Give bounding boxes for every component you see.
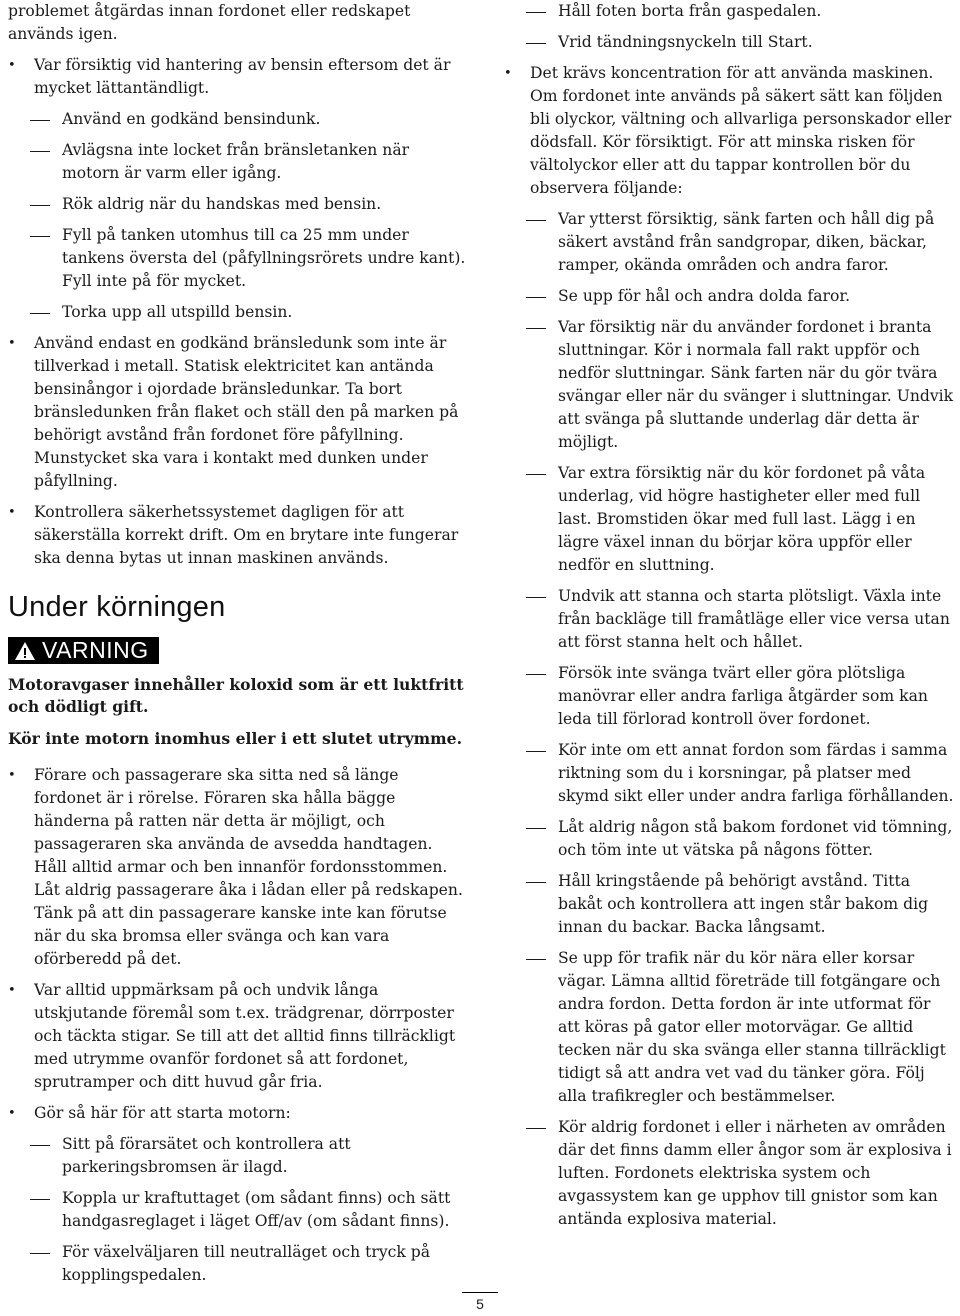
left-top-list bbox=[8, 0, 470, 570]
bullet-item: • Var alltid uppmärksam på och undvik långa utskjutande föremål som t.ex. trädgrenar, dörrposter och täckta stigar. Se till att det alltid finns tillräckligt med utrymme ovanför fordonet så att fordonet, sprutramper och ditt huvud går fria. bbox=[8, 979, 470, 1094]
dash-item: Se upp för trafik när du kör nära eller korsar vägar. Lämna alltid företräde till fotgängare och andra fordon. Detta fordon är inte utformat för att köras på gator eller motorvägar. Ge alltid tecken när du ska svänga eller stanna tillräckligt tidigt så att andra vet vad du tänker göra. Följ alla trafikregler och bestämmelser. bbox=[504, 947, 956, 1108]
dash-item: Använd en godkänd bensindunk. bbox=[8, 108, 470, 131]
dash-item: Var ytterst försiktig, sänk farten och håll dig på säkert avstånd från sandgropar, diken, bäckar, ramper, okända områden och andra faror. bbox=[504, 208, 956, 277]
warning-text-1: Motoravgaser innehåller koloxid som är ett luktfritt och dödligt gift. bbox=[8, 675, 464, 716]
dash-item: Torka upp all utspilld bensin. bbox=[8, 301, 470, 324]
dash-item: Koppla ur kraftuttaget (om sådant finns) och sätt handgasreglaget i läget Off/av (om sådant finns). bbox=[8, 1187, 470, 1233]
dash-item: Fyll på tanken utomhus till ca 25 mm under tankens översta del (påfyllningsrörets undre kant). Fyll inte på för mycket. bbox=[8, 224, 470, 293]
dash-item: Låt aldrig någon stå bakom fordonet vid tömning, och töm inte ut vätska på någons fötter. bbox=[504, 816, 956, 862]
left-bottom-list bbox=[8, 764, 470, 1287]
dash-item: Kör inte om ett annat fordon som färdas i samma riktning som du i korsningar, på platser med skymd sikt eller under andra farliga förhållanden. bbox=[504, 739, 956, 808]
dash-item: För växelväljaren till neutralläget och tryck på kopplingspedalen. bbox=[8, 1241, 470, 1287]
dash-item: Avlägsna inte locket från bränsletanken när motorn är varm eller igång. bbox=[8, 139, 470, 185]
page-number-rule bbox=[462, 1292, 498, 1293]
right-column bbox=[504, 0, 956, 1239]
dash-item: Sitt på förarsätet och kontrollera att parkeringsbromsen är ilagd. bbox=[8, 1133, 470, 1179]
dash-item: Rök aldrig när du handskas med bensin. bbox=[8, 193, 470, 216]
page-number: 5 bbox=[476, 1296, 484, 1312]
bullet-item: • Var försiktig vid hantering av bensin eftersom det är mycket lättantändligt. bbox=[8, 54, 470, 100]
dash-item: Undvik att stanna och starta plötsligt. Växla inte från backläge till framåtläge eller vice versa utan att först stanna helt och hållet. bbox=[504, 585, 956, 654]
dash-item: Kör aldrig fordonet i eller i närheten av områden där det finns damm eller ångor som är explosiva i luften. Fordonets elektriska system och avgassystem kan ge upphov till gnistor som kan antända explosiva material. bbox=[504, 1116, 956, 1231]
dash-item: Försök inte svänga tvärt eller göra plötsliga manövrar eller andra farliga åtgärder som kan leda till förlorad kontroll över fordonet. bbox=[504, 662, 956, 731]
bullet-item: • Använd endast en godkänd bränsledunk som inte är tillverkad i metall. Statisk elektricitet kan antända bensinångor i ojordade bränsledunkar. Ta bort bränsledunken från flaket och ställ den på marken på behörigt avstånd från fordonet före påfyllning. Munstycket ska vara i kontakt med dunken under påfyllning. bbox=[8, 332, 470, 493]
bullet-item: • Kontrollera säkerhetssystemet dagligen för att säkerställa korrekt drift. Om en brytare inte fungerar ska denna bytas ut innan maskinen används. bbox=[8, 501, 470, 570]
bullet-item: • Gör så här för att starta motorn: bbox=[8, 1102, 470, 1125]
dash-item: Se upp för hål och andra dolda faror. bbox=[504, 285, 956, 308]
warning-triangle-icon bbox=[14, 641, 36, 661]
warning-label bbox=[8, 637, 159, 664]
bullet-item: • Förare och passagerare ska sitta ned så länge fordonet är i rörelse. Föraren ska hålla bägge händerna på ratten när detta är möjligt, och passageraren ska använda de avsedda handtagen. Håll alltid armar och ben innanför fordonsstommen. Låt aldrig passagerare åka i lådan eller på redskapen. Tänk på att din passagerare kanske inte kan förutse när du ska bromsa eller svänga och kan vara oförberedd på det. bbox=[8, 764, 470, 971]
warning-text-2: Kör inte motorn inomhus eller i ett slutet utrymme. bbox=[8, 729, 463, 748]
right-list bbox=[504, 0, 956, 1231]
left-column bbox=[8, 0, 470, 1295]
section-heading: Under körningen bbox=[8, 591, 226, 623]
dash-item: Var extra försiktig när du kör fordonet på våta underlag, vid högre hastigheter eller med full last. Bromstiden ökar med full last. Lägg i en lägre växel innan du börjar köra uppför eller nedför en sluttning. bbox=[504, 462, 956, 577]
dash-item: Vrid tändningsnyckeln till Start. bbox=[504, 31, 956, 54]
paragraph: problemet åtgärdas innan fordonet eller redskapet används igen. bbox=[8, 2, 411, 43]
bullet-item: • Det krävs koncentration för att använda maskinen. Om fordonet inte används på säkert sätt kan följden bli olyckor, vältning och allvarliga personskador eller dödsfall. Kör försiktigt. För att minska risken för vältolyckor eller att du tappar kontrollen bör du observera följande: bbox=[504, 62, 956, 200]
dash-item: Var försiktig när du använder fordonet i branta sluttningar. Kör i normala fall rakt uppför och nedför sluttningar. Sänk farten när du gör tvära svängar eller när du svänger i sluttningar. Undvik att svänga på sluttande underlag där detta är möjligt. bbox=[504, 316, 956, 454]
dash-item: Håll foten borta från gaspedalen. bbox=[504, 0, 956, 23]
dash-item: Håll kringstående på behörigt avstånd. Titta bakåt och kontrollera att ingen står bakom dig innan du backar. Backa långsamt. bbox=[504, 870, 956, 939]
warning-label-text: VARNING bbox=[42, 637, 149, 663]
